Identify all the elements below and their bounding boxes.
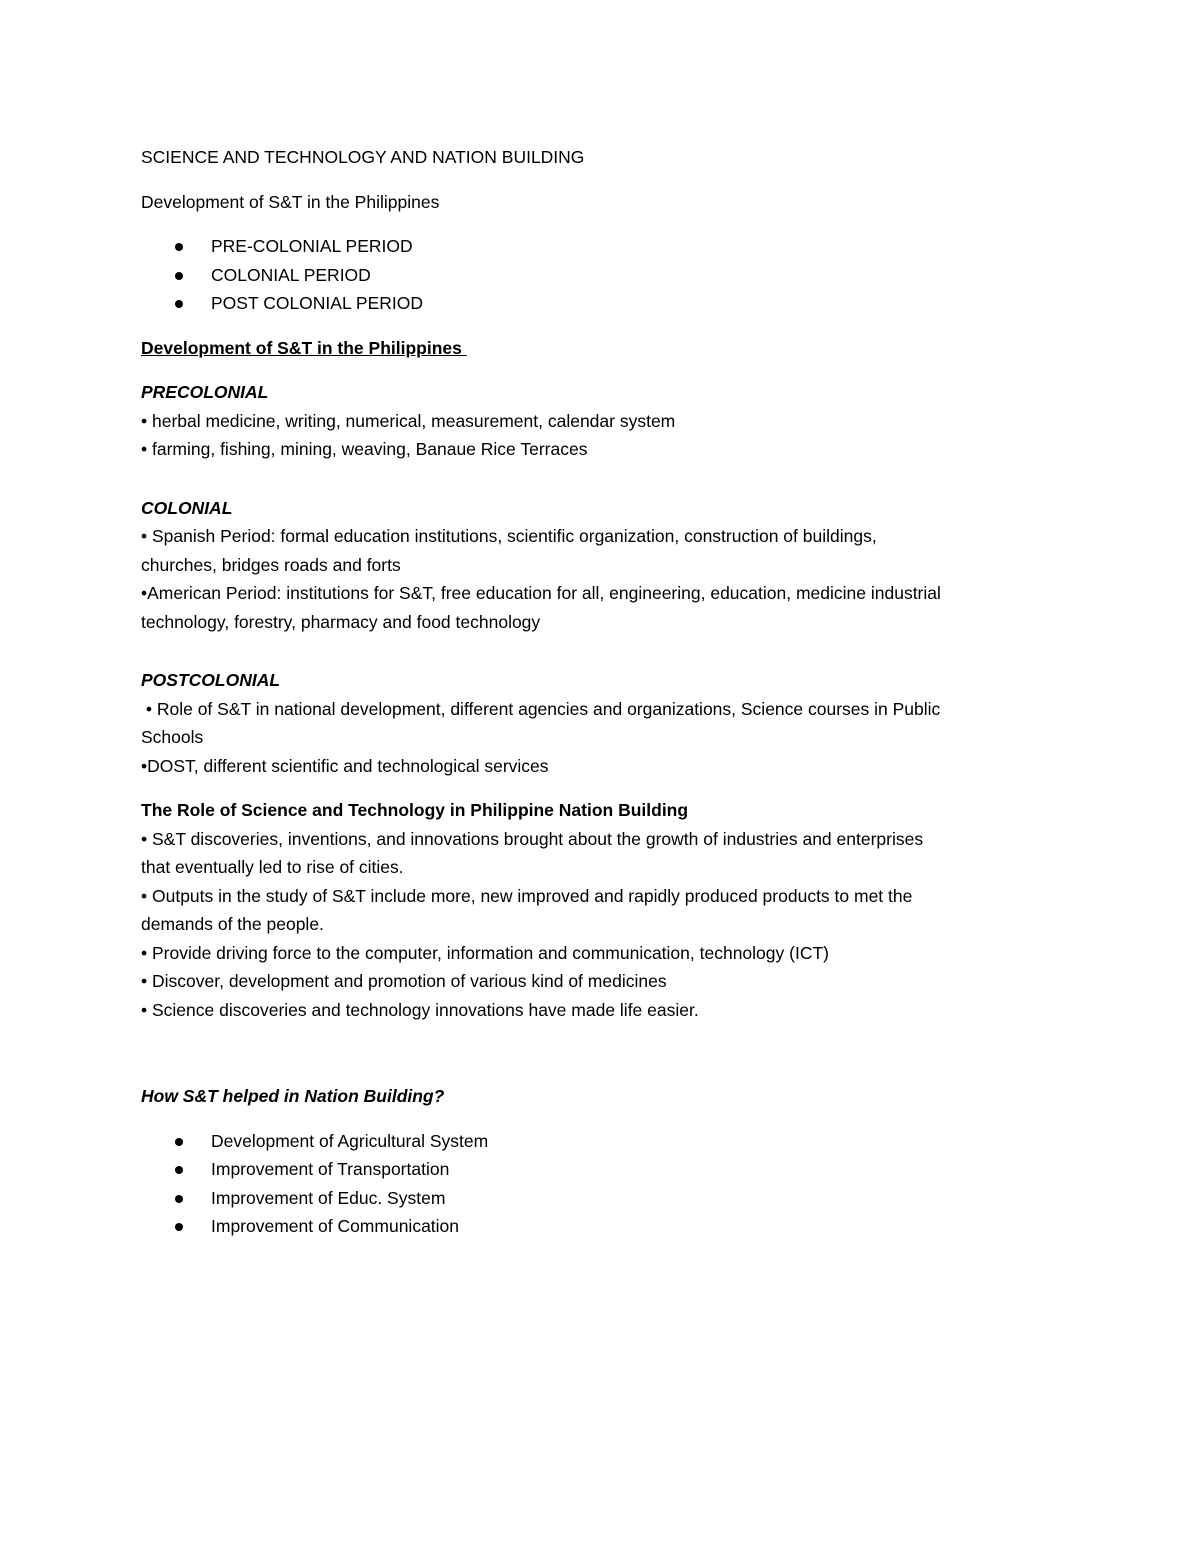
helped-list [141,1127,1071,1241]
role-line: demands of the people. [141,914,324,934]
intro-heading: Development of S&T in the Philippines [141,191,440,212]
postcolonial-line: • Role of S&T in national development, different agencies and organizations, Science courses in Public [141,698,941,719]
colonial-line: technology, forestry, pharmacy and food technology [141,611,541,632]
role-line: • Science discoveries and technology innovations have made life easier. [141,999,699,1020]
bullet-icon [175,272,183,280]
spacer [141,780,1071,796]
helped-heading: How S&T helped in Nation Building? [141,1086,445,1106]
precolonial-line: • farming, fishing, mining, weaving, Banaue Rice Terraces [141,439,588,459]
role-line: • Provide driving force to the computer, information and communication, technology (ICT) [141,942,829,963]
spacer [141,1024,1071,1082]
role-line: that eventually led to rise of cities. [141,857,404,877]
role-line: • Outputs in the study of S&T include more, new improved and rapidly produced products to met the [141,885,913,906]
colonial-line: • Spanish Period: formal education institutions, scientific organization, construction of buildings, [141,526,877,546]
spacer [141,216,1071,232]
colonial-line: •American Period: institutions for S&T, free education for all, engineering, education, medicine industrial [141,583,941,603]
document-title: SCIENCE AND TECHNOLOGY AND NATION BUILDING [141,147,585,167]
list-item: POST COLONIAL PERIOD [141,289,1071,318]
list-item: Improvement of Communication [141,1212,1071,1241]
list-item: Improvement of Educ. System [141,1184,1071,1213]
colonial-line: churches, bridges roads and forts [141,554,401,575]
spacer [141,172,1071,188]
precolonial-heading: PRECOLONIAL [141,382,269,402]
precolonial-line: • herbal medicine, writing, numerical, measurement, calendar system [141,410,676,431]
bullet-icon [175,1138,183,1146]
list-item: PRE-COLONIAL PERIOD [141,232,1071,261]
bullet-icon [175,1223,183,1231]
role-line: • S&T discoveries, inventions, and innovations brought about the growth of industries and enterprises [141,828,924,849]
spacer [141,464,1071,494]
spacer [141,1111,1071,1127]
list-item: COLONIAL PERIOD [141,261,1071,290]
list-item: Development of Agricultural System [141,1127,1071,1156]
bullet-icon [175,1166,183,1174]
colonial-heading: COLONIAL [141,497,233,518]
period-list [141,232,1071,318]
postcolonial-line: •DOST, different scientific and technological services [141,755,549,776]
bullet-icon [175,243,183,251]
postcolonial-heading: POSTCOLONIAL [141,670,281,690]
bullet-icon [175,1195,183,1203]
role-heading: The Role of Science and Technology in Philippine Nation Building [141,800,689,820]
bullet-icon [175,300,183,308]
spacer [141,636,1071,666]
list-item: Improvement of Transportation [141,1155,1071,1184]
spacer [141,362,1071,378]
role-line: • Discover, development and promotion of various kind of medicines [141,971,667,991]
development-heading: Development of S&T in the Philippines [141,337,467,358]
document-body [141,143,1071,1241]
postcolonial-line: Schools [141,727,204,747]
spacer [141,318,1071,334]
